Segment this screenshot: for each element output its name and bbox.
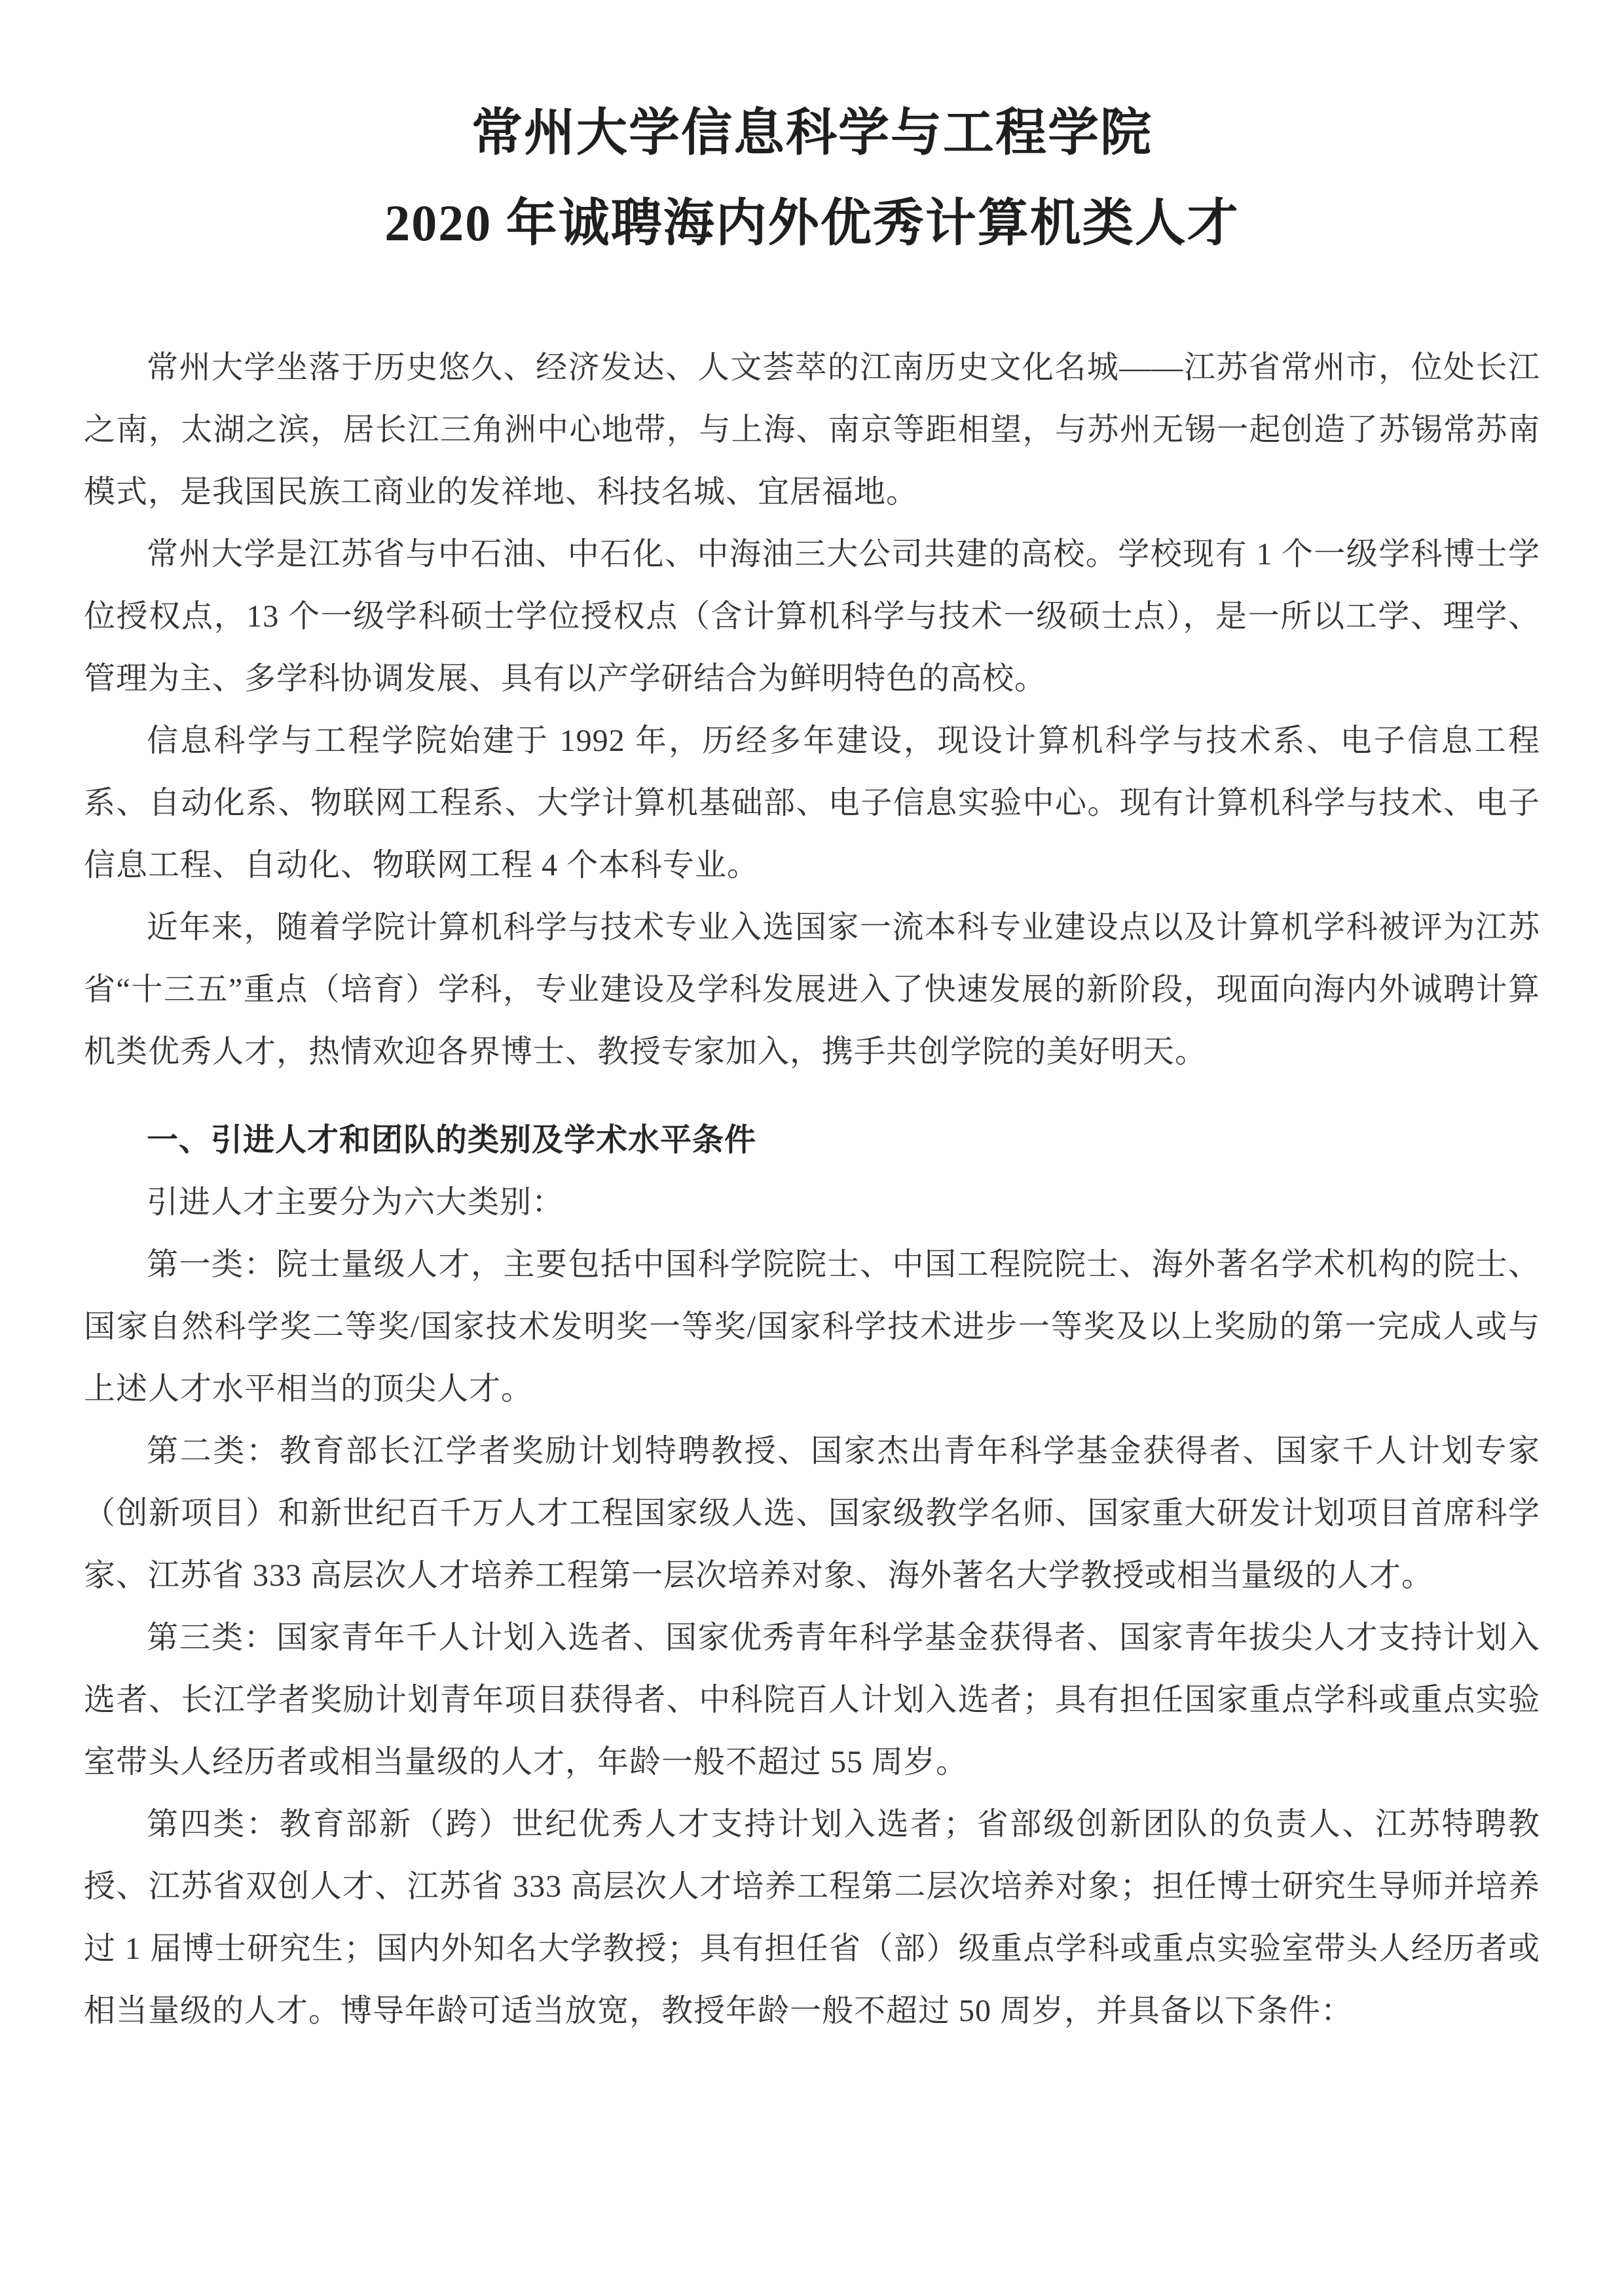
intro-paragraph-3: 信息科学与工程学院始建于 1992 年，历经多年建设，现设计算机科学与技术系、电子信息工程系、自动化系、物联网工程系、大学计算机基础部、电子信息实验中心。现有计算机科学与技术、电子信息工程、自动化、物联网工程 4 个本科专业。 (84, 723, 1540, 883)
section-1-intro: 引进人才主要分为六大类别： (147, 1185, 564, 1220)
talent-category-4-paragraph: 第四类：教育部新（跨）世纪优秀人才支持计划入选者；省部级创新团队的负责人、江苏特聘教授、江苏省双创人才、江苏省 333 高层次人才培养工程第二层次培养对象；担任博士研究生导师并培养过 1 届博士研究生；国内外知名大学教授；具有担任省（部）级重点学科或重点实验室带头人经历者或相当量级的人才。博导年龄可适当放宽，教授年龄一般不超过 50 周岁，并具备以下条件： (84, 1807, 1540, 2028)
document-title-line2: 2020 年诚聘海内外优秀计算机类人才 (384, 194, 1240, 251)
section-1-heading: 一、引进人才和团队的类别及学术水平条件 (147, 1123, 757, 1157)
intro-paragraph-2: 常州大学是江苏省与中石油、中石化、中海油三大公司共建的高校。学校现有 1 个一级学科博士学位授权点，13 个一级学科硕士学位授权点（含计算机科学与技术一级硕士点），是一所以工学、理学、管理为主、多学科协调发展、具有以产学研结合为鲜明特色的高校。 (84, 537, 1540, 696)
talent-category-2-paragraph: 第二类：教育部长江学者奖励计划特聘教授、国家杰出青年科学基金获得者、国家千人计划专家（创新项目）和新世纪百千万人才工程国家级人选、国家级教学名师、国家重大研发计划项目首席科学家、江苏省 333 高层次人才培养工程第一层次培养对象、海外著名大学教授或相当量级的人才。 (84, 1434, 1540, 1593)
intro-paragraph-1: 常州大学坐落于历史悠久、经济发达、人文荟萃的江南历史文化名城——江苏省常州市，位处长江之南，太湖之滨，居长江三角洲中心地带，与上海、南京等距相望，与苏州无锡一起创造了苏锡常苏南模式，是我国民族工商业的发祥地、科技名城、宜居福地。 (84, 350, 1540, 509)
talent-category-1-paragraph: 第一类：院士量级人才，主要包括中国科学院院士、中国工程院院士、海外著名学术机构的院士、国家自然科学奖二等奖/国家技术发明奖一等奖/国家科学技术进步一等奖及以上奖励的第一完成人或与上述人才水平相当的顶尖人才。 (84, 1247, 1540, 1406)
talent-category-3-paragraph: 第三类：国家青年千人计划入选者、国家优秀青年科学基金获得者、国家青年拔尖人才支持计划入选者、长江学者奖励计划青年项目获得者、中科院百人计划入选者；具有担任国家重点学科或重点实验室带头人经历者或相当量级的人才，年龄一般不超过 55 周岁。 (84, 1620, 1540, 1779)
document-title-line1: 常州大学信息科学与工程学院 (471, 104, 1153, 161)
intro-paragraph-4: 近年来，随着学院计算机科学与技术专业入选国家一流本科专业建设点以及计算机学科被评为江苏省“十三五”重点（培育）学科，专业建设及学科发展进入了快速发展的新阶段，现面向海内外诚聘计算机类优秀人才，热情欢迎各界博士、教授专家加入，携手共创学院的美好明天。 (84, 910, 1540, 1069)
